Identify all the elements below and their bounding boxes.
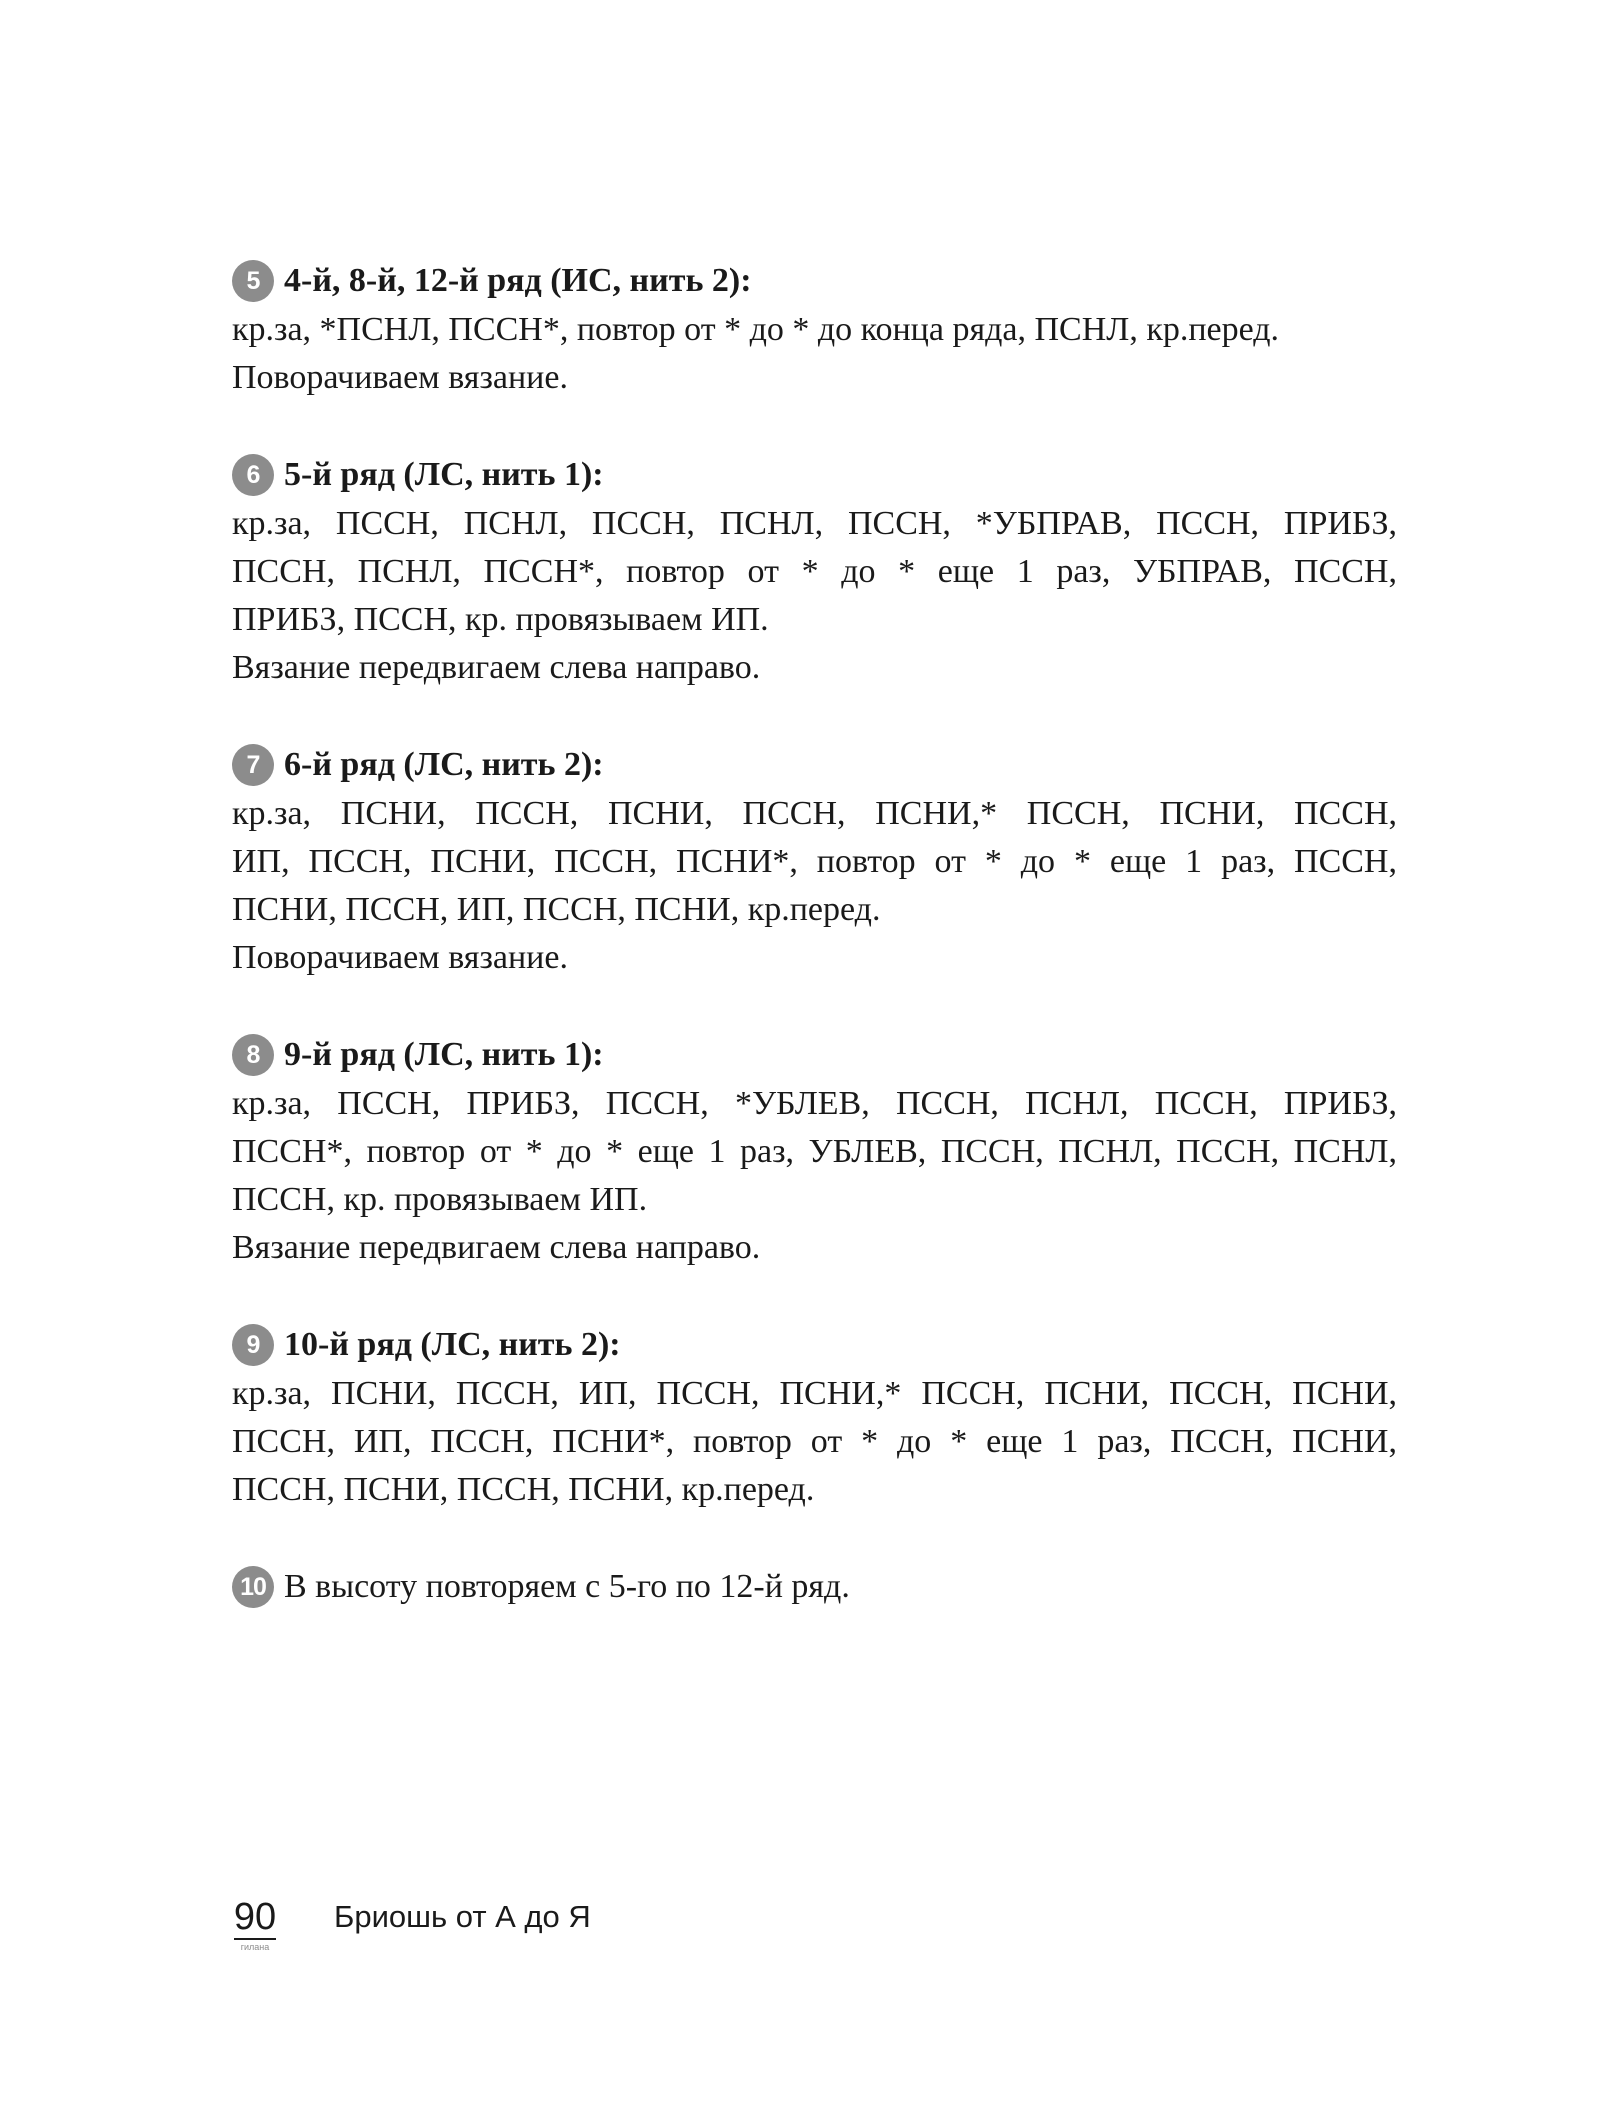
step-title: 4-й, 8-й, 12-й ряд (ИС, нить 2):	[284, 262, 752, 299]
step-title: 9-й ряд (ЛС, нить 1):	[284, 1036, 604, 1073]
step-number-badge: 6	[232, 454, 274, 496]
step-header	[232, 450, 1397, 500]
step-text-line: кр.за, ПСНИ, ПССН, ПСНИ, ПССН, ПСНИ,* ПССН, ПСНИ, ПССН,	[232, 795, 1397, 832]
step-text-line: ПССН*, повтор от * до * еще 1 раз, УБЛЕВ, ПССН, ПСНЛ, ПССН, ПСНЛ,	[232, 1133, 1397, 1170]
page-content	[232, 256, 1397, 1660]
step-text-line: ПСНИ, ПССН, ИП, ПССН, ПСНИ, кр.перед.	[232, 891, 881, 928]
step-text-line: Поворачиваем вязание.	[232, 359, 568, 396]
step-text-line: ПССН, ПСНИ, ПССН, ПСНИ, кр.перед.	[232, 1471, 815, 1508]
step-5	[232, 256, 1397, 402]
step-10	[232, 1562, 1397, 1612]
step-number-badge: 9	[232, 1324, 274, 1366]
step-text-line: ПССН, ПСНЛ, ПССН*, повтор от * до * еще 1 раз, УБПРАВ, ПССН,	[232, 553, 1397, 590]
step-header	[232, 740, 1397, 790]
step-number-badge: 5	[232, 260, 274, 302]
page-number-block	[232, 1897, 278, 1952]
step-text-line: ИП, ПССН, ПСНИ, ПССН, ПСНИ*, повтор от * до * еще 1 раз, ПССН,	[232, 843, 1397, 880]
step-header	[232, 1562, 1397, 1612]
page-number: 90	[233, 1896, 277, 1938]
step-text-line: Вязание передвигаем слева направо.	[232, 649, 761, 686]
step-7	[232, 740, 1397, 982]
step-6	[232, 450, 1397, 692]
step-header	[232, 1030, 1397, 1080]
step-number-badge: 8	[232, 1034, 274, 1076]
step-text-line: кр.за, ПССН, ПСНЛ, ПССН, ПСНЛ, ПССН, *УБПРАВ, ПССН, ПРИБЗ,	[232, 505, 1397, 542]
step-9	[232, 1320, 1397, 1514]
step-number-badge: 7	[232, 744, 274, 786]
step-title: 6-й ряд (ЛС, нить 2):	[284, 746, 604, 783]
step-8	[232, 1030, 1397, 1272]
step-number-badge: 10	[232, 1566, 274, 1608]
book-title: Бриошь от А до Я	[334, 1899, 591, 1934]
step-text-line: ПССН, ИП, ПССН, ПСНИ*, повтор от * до * еще 1 раз, ПССН, ПСНИ,	[232, 1423, 1397, 1460]
step-text-line: Вязание передвигаем слева направо.	[232, 1229, 761, 1266]
step-text-line: кр.за, ПССН, ПРИБЗ, ПССН, *УБЛЕВ, ПССН, ПСНЛ, ПССН, ПРИБЗ,	[232, 1085, 1397, 1122]
step-text-line: Поворачиваем вязание.	[232, 939, 568, 976]
publisher-label: гилана	[240, 1942, 270, 1952]
step-text-line: ПССН, кр. провязываем ИП.	[232, 1181, 648, 1218]
step-text: В высоту повторяем с 5-го по 12-й ряд.	[284, 1568, 850, 1605]
step-text-line: кр.за, ПСНИ, ПССН, ИП, ПССН, ПСНИ,* ПССН, ПСНИ, ПССН, ПСНИ,	[232, 1375, 1397, 1412]
step-text-line: ПРИБЗ, ПССН, кр. провязываем ИП.	[232, 601, 769, 638]
step-header	[232, 1320, 1397, 1370]
step-text-line: кр.за, *ПСНЛ, ПССН*, повтор от * до * до конца ряда, ПСНЛ, кр.перед.	[232, 311, 1280, 348]
step-header	[232, 256, 1397, 306]
step-title: 5-й ряд (ЛС, нить 1):	[284, 456, 604, 493]
step-title: 10-й ряд (ЛС, нить 2):	[284, 1326, 621, 1363]
page-footer	[232, 1897, 591, 1952]
